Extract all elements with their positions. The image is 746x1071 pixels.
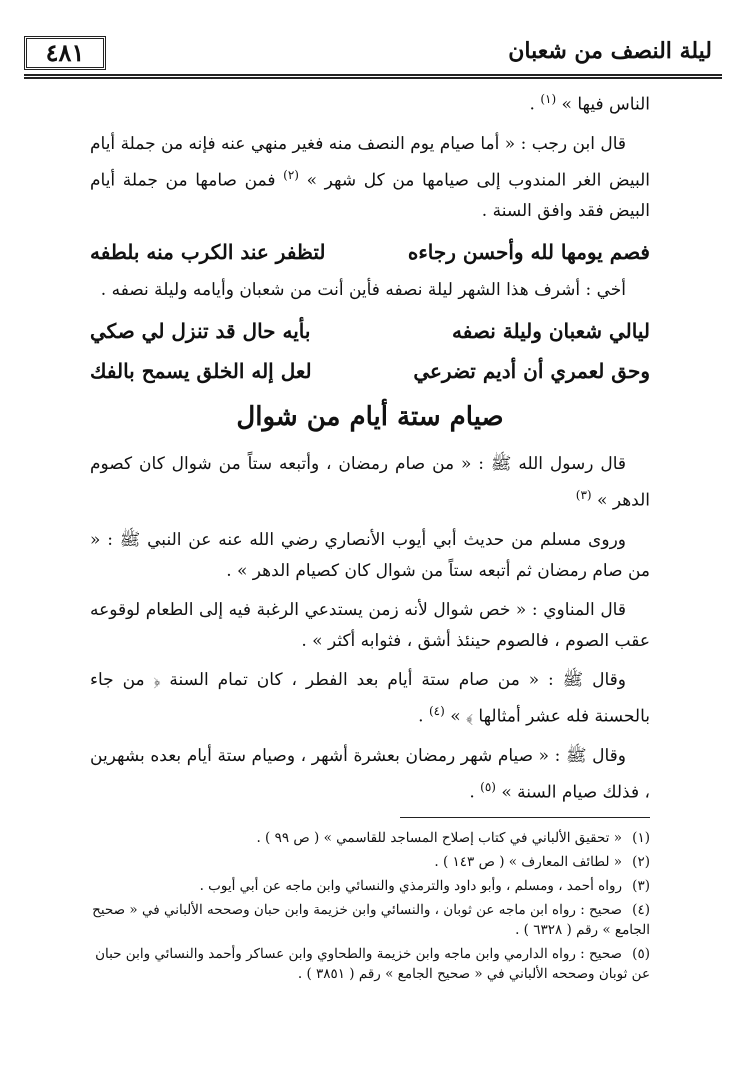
- footnote-number: (٣): [632, 878, 650, 894]
- poem-verse-3: [90, 354, 650, 388]
- paragraph-text: قال رسول الله ﷺ : « من صام رمضان ، وأتبعه ستاً من شوال كان كصوم الدهر »: [90, 454, 650, 511]
- section-title: صيام ستة أيام من شوال: [236, 402, 504, 433]
- paragraph-text: الناس فيها »: [556, 94, 650, 115]
- footnote-number: (٤): [632, 902, 650, 918]
- paragraph-ibn-rajab: [90, 129, 650, 228]
- footnote-text: « لطائف المعارف » ( ص ١٤٣ ) .: [434, 854, 622, 870]
- poem-hemistich-right: وحق لعمري أن أديم تضرعي: [413, 359, 650, 384]
- footnote-ref-5: (٥): [480, 779, 496, 794]
- poem-verse-1: [90, 235, 650, 269]
- page-header: [24, 34, 722, 79]
- footnote: [90, 828, 650, 848]
- footnote-ref-4: (٤): [428, 703, 445, 718]
- footnote-text: « تحقيق الألباني في كتاب إصلاح المساجد للقاسمي » ( ص ٩٩ ) .: [256, 830, 622, 846]
- paragraph-continuation: [90, 84, 650, 121]
- footnote-text: صحيح : رواه ابن ماجه عن ثوبان ، والنسائي وابن خزيمة وابن حبان وصححه الألباني في « صحيح الجامع » رقم ( ٦٣٢٨ ) .: [92, 902, 650, 938]
- paragraph-text: وقال ﷺ : « صيام شهر رمضان بعشرة أشهر ، وصيام ستة أيام بعده بشهرين ، فذلك صيام السنة »: [90, 745, 650, 803]
- paragraph-end: .: [418, 706, 429, 727]
- paragraph-text: قال ابن رجب : « أما صيام يوم النصف منه فغير منهي عنه فإنه من جملة أيام البيض الغر المندوب إلى صيامها من كل شهر »: [90, 133, 651, 191]
- footnote-divider: [400, 817, 650, 818]
- footnote: [90, 876, 650, 896]
- poem-verse-2: [90, 314, 650, 348]
- paragraph-text: وقال ﷺ : « من صام ستة أيام بعد الفطر ، كان تمام السنة ﴿ من جاء بالحسنة فله عشر أمثالها ﴾ »: [90, 669, 650, 727]
- footnote-number: (٥): [632, 946, 650, 962]
- poem-hemistich-left: لتظفر عند الكرب منه بلطفه: [90, 240, 326, 265]
- footnotes: [90, 828, 650, 988]
- page-body: [90, 84, 650, 816]
- poem-hemistich-left: بأيه حال قد تنزل لي صكي: [90, 319, 311, 344]
- footnote: [90, 852, 650, 872]
- paragraph-hadith-1: [90, 449, 650, 517]
- running-title: ليلة النصف من شعبان: [508, 38, 712, 64]
- footnote-ref-3: (٣): [575, 488, 592, 503]
- paragraph-hadith-3: [90, 741, 650, 809]
- footnote-number: (١): [632, 830, 650, 846]
- paragraph-end: .: [529, 94, 541, 115]
- paragraph-muslim: وروى مسلم من حديث أبي أيوب الأنصاري رضي الله عنه عن النبي ﷺ : « من صام رمضان ثم أتبعه ستاً من شوال كان كصيام الدهر » .: [90, 529, 650, 581]
- page-number: ٤٨١: [24, 36, 106, 70]
- poem-hemistich-left: لعل إله الخلق يسمح بالفك: [90, 359, 312, 384]
- footnote-ref-1: (١): [540, 92, 557, 106]
- paragraph-hadith-2: [90, 665, 650, 733]
- footnote: [90, 944, 650, 984]
- footnote-number: (٢): [632, 854, 650, 870]
- poem-hemistich-right: ليالي شعبان وليلة نصفه: [452, 319, 650, 344]
- paragraph-brother: أخي : أشرف هذا الشهر ليلة نصفه فأين أنت من شعبان وأيامه وليلة نصفه .: [100, 280, 626, 301]
- footnote-text: صحيح : رواه الدارمي وابن ماجه وابن خزيمة والطحاوي وابن عساكر وأحمد والنسائي وابن حبان عن ثوبان وصححه الألباني في « صحيح الجامع » رقم ( ٣٨٥١ ) .: [95, 946, 650, 982]
- footnote-text: رواه أحمد ، ومسلم ، وأبو داود والترمذي والنسائي وابن ماجه عن أبي أيوب .: [199, 878, 622, 894]
- paragraph-end: فمن صامها من جملة أيام البيض فقد وافق السنة .: [90, 170, 650, 222]
- paragraph-munawi: قال المناوي : « خص شوال لأنه زمن يستدعي الرغبة فيه إلى الطعام لوقوعه عقب الصوم ، فالصوم حينئذ أشق ، فثوابه أكثر » .: [90, 599, 650, 651]
- footnote-ref-2: (٢): [283, 167, 299, 182]
- poem-hemistich-right: فصم يومها لله وأحسن رجاءه: [407, 240, 650, 265]
- footnote: [90, 900, 650, 940]
- paragraph-end: .: [469, 782, 481, 803]
